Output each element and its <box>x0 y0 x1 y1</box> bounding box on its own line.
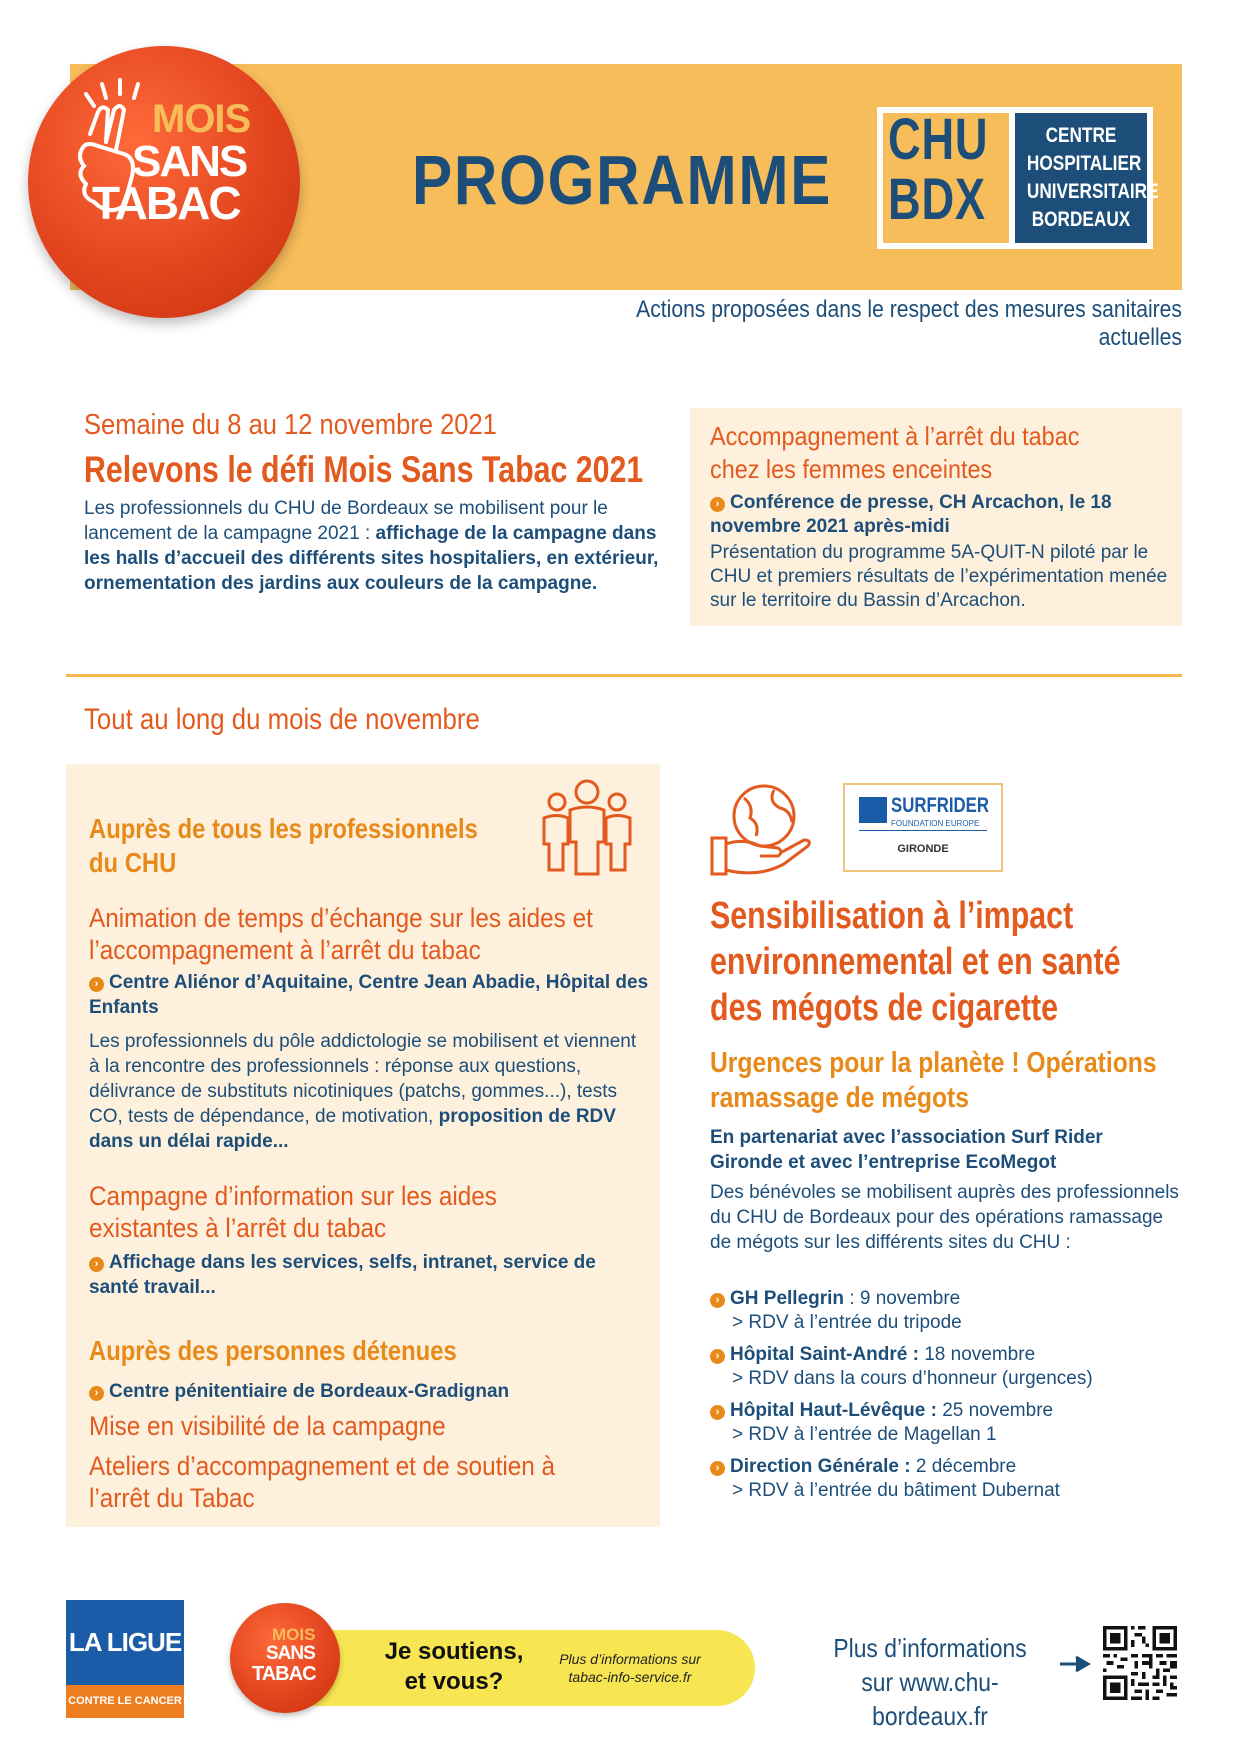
arrow-right-icon: › <box>710 1405 725 1420</box>
partenariat-text: En partenariat avec l’association Surf Rider Gironde et avec l’entreprise EcoMegot <box>710 1127 1103 1173</box>
chu-logo-chu: CHU <box>888 107 989 172</box>
site-item <box>710 1455 1180 1503</box>
campagne-detail <box>89 1250 649 1300</box>
detenus-site <box>89 1379 649 1404</box>
site-rdv: > RDV à l’entrée de Magellan 1 <box>732 1424 997 1445</box>
mini-mois-sans-tabac-badge <box>230 1603 340 1713</box>
defi-title: Relevons le défi Mois Sans Tabac 2021 <box>84 449 644 490</box>
badge-word-tabac: TABAC <box>92 177 240 229</box>
environment-title: Sensibilisation à l’impact environnemental et en santé des mégots de cigarette <box>710 895 1121 1029</box>
arrow-right-icon: › <box>89 977 104 992</box>
chu-logo-line: HOSPITALIER <box>1026 152 1142 175</box>
surfrider-region: GIRONDE <box>897 843 949 855</box>
mini-badge-mois: MOIS <box>272 1625 316 1644</box>
arrow-right-icon: › <box>710 1293 725 1308</box>
animation-sites <box>89 970 649 1020</box>
badge-word-sans: SANS <box>132 137 247 186</box>
je-soutiens-text: Je soutiens, et vous? <box>384 1638 524 1695</box>
arrow-right-icon: › <box>710 1349 725 1364</box>
site-name: GH Pellegrin <box>730 1288 845 1309</box>
month-label: Tout au long du mois de novembre <box>84 703 480 736</box>
site-item <box>710 1287 1180 1335</box>
surfrider-rule <box>859 830 987 831</box>
detenus-item: Ateliers d’accompagnement et de soutien à l’arrêt du Tabac <box>89 1451 556 1513</box>
site-name: Direction Générale : <box>730 1456 911 1477</box>
pros-heading: Auprès de tous les professionnels du CHU <box>89 813 478 878</box>
qr-code-icon[interactable] <box>1103 1626 1177 1700</box>
header-subtitle: Actions proposées dans le respect des mesures sanitaires actuelles <box>636 296 1182 351</box>
site-date: 25 novembre <box>942 1400 1054 1421</box>
enceintes-body: Présentation du programme 5A-QUIT-N piloté par le CHU et premiers résultats de l’expérimentation menée sur le territoire du Bassin d’Arcachon. <box>710 542 1168 611</box>
arrow-right-icon: › <box>89 1257 104 1272</box>
chu-website-link[interactable]: Plus d’informations sur www.chu-bordeaux.fr <box>833 1633 1027 1731</box>
badge-word-mois: MOIS <box>152 97 251 141</box>
surfrider-logo <box>843 783 1003 872</box>
surfrider-sub: FOUNDATION EUROPE <box>891 819 980 828</box>
chu-logo-line: UNIVERSITAIRE <box>1026 180 1159 203</box>
chu-logo-line: CENTRE <box>1045 124 1117 147</box>
tabac-info-link[interactable]: Plus d’informations sur tabac-info-service.fr <box>559 1651 701 1685</box>
site-rdv: > RDV à l’entrée du tripode <box>732 1312 962 1333</box>
campagne-detail-text: Affichage dans les services, selfs, intranet, service de santé travail... <box>89 1252 596 1298</box>
defi-body <box>84 496 684 596</box>
page-title: PROGRAMME <box>412 141 833 219</box>
site-item <box>710 1343 1180 1391</box>
animation-body <box>89 1029 649 1154</box>
mois-sans-tabac-badge <box>28 46 300 318</box>
surfrider-name: SURFRIDER <box>891 794 990 817</box>
animation-title: Animation de temps d’échange sur les aides et l’accompagnement à l’arrêt du tabac <box>89 903 593 965</box>
la-ligue-subtitle: CONTRE LE CANCER <box>66 1685 184 1718</box>
site-rdv: > RDV dans la cours d’honneur (urgences) <box>732 1368 1093 1389</box>
group-people-icon <box>532 778 642 878</box>
site-sep: : <box>844 1288 860 1309</box>
site-item <box>710 1399 1180 1447</box>
week-label: Semaine du 8 au 12 novembre 2021 <box>84 409 497 441</box>
site-name: Hôpital Saint-André : <box>730 1344 919 1365</box>
detenus-heading: Auprès des personnes détenues <box>89 1335 457 1366</box>
surfrider-wave-icon <box>859 797 887 823</box>
arrow-right-icon: › <box>710 497 725 512</box>
globe-in-hand-icon <box>708 780 814 880</box>
site-date: 18 novembre <box>924 1344 1036 1365</box>
animation-body-bold: proposition de RDV dans un délai rapide... <box>89 1106 616 1152</box>
site-date: 2 décembre <box>915 1456 1017 1477</box>
detenus-item: Mise en visibilité de la campagne <box>89 1411 446 1441</box>
arrow-right-icon: › <box>89 1386 104 1401</box>
la-ligue-logo: LA LIGUE <box>66 1600 184 1685</box>
chu-logo-bdx: BDX <box>888 167 986 232</box>
arrow-right-icon: › <box>710 1461 725 1476</box>
animation-body-text: Les professionnels du pôle addictologie se mobilisent et viennent à la rencontre des professionnels : réponse aux questions, délivrance de substituts nicotiniques (patchs, gommes...), tests CO, tests de dépendance, de motivation, <box>89 1031 637 1127</box>
site-rdv: > RDV à l’entrée du bâtiment Dubernat <box>732 1480 1060 1501</box>
urgences-heading: Urgences pour la planète ! Opérations ramassage de mégots <box>710 1047 1157 1114</box>
enceintes-conference-text: Conférence de presse, CH Arcachon, le 18 novembre 2021 après-midi <box>710 492 1112 537</box>
chu-logo-line: BORDEAUX <box>1031 208 1131 231</box>
section-divider <box>66 674 1182 677</box>
enceintes-conference <box>710 491 1170 539</box>
arrow-right-icon <box>1058 1654 1094 1674</box>
defi-body-text: Les professionnels du CHU de Bordeaux se mobilisent pour le lancement de la campagne 2021 : <box>84 498 608 544</box>
benevoles-text: Des bénévoles se mobilisent auprès des professionnels du CHU de Bordeaux pour des opérations ramassage de mégots sur les différents sites du CHU : <box>710 1182 1179 1253</box>
animation-sites-text: Centre Aliénor d’Aquitaine, Centre Jean Abadie, Hôpital des Enfants <box>89 972 649 1018</box>
detenus-site-text: Centre pénitentiaire de Bordeaux-Gradignan <box>109 1381 510 1402</box>
site-date: 9 novembre <box>859 1288 961 1309</box>
mini-badge-tabac: TABAC <box>252 1663 316 1685</box>
defi-body-bold: affichage de la campagne dans les halls d’accueil des différents sites hospitaliers, en extérieur, ornementation des jardins aux couleurs de la campagne. <box>84 523 659 594</box>
campagne-title: Campagne d’information sur les aides existantes à l’arrêt du tabac <box>89 1181 497 1243</box>
chu-logo-monogram <box>888 107 989 232</box>
mini-badge-sans: SANS <box>266 1643 315 1664</box>
enceintes-title: Accompagnement à l’arrêt du tabac chez les femmes enceintes <box>710 421 1080 484</box>
site-name: Hôpital Haut-Lévêque : <box>730 1400 937 1421</box>
